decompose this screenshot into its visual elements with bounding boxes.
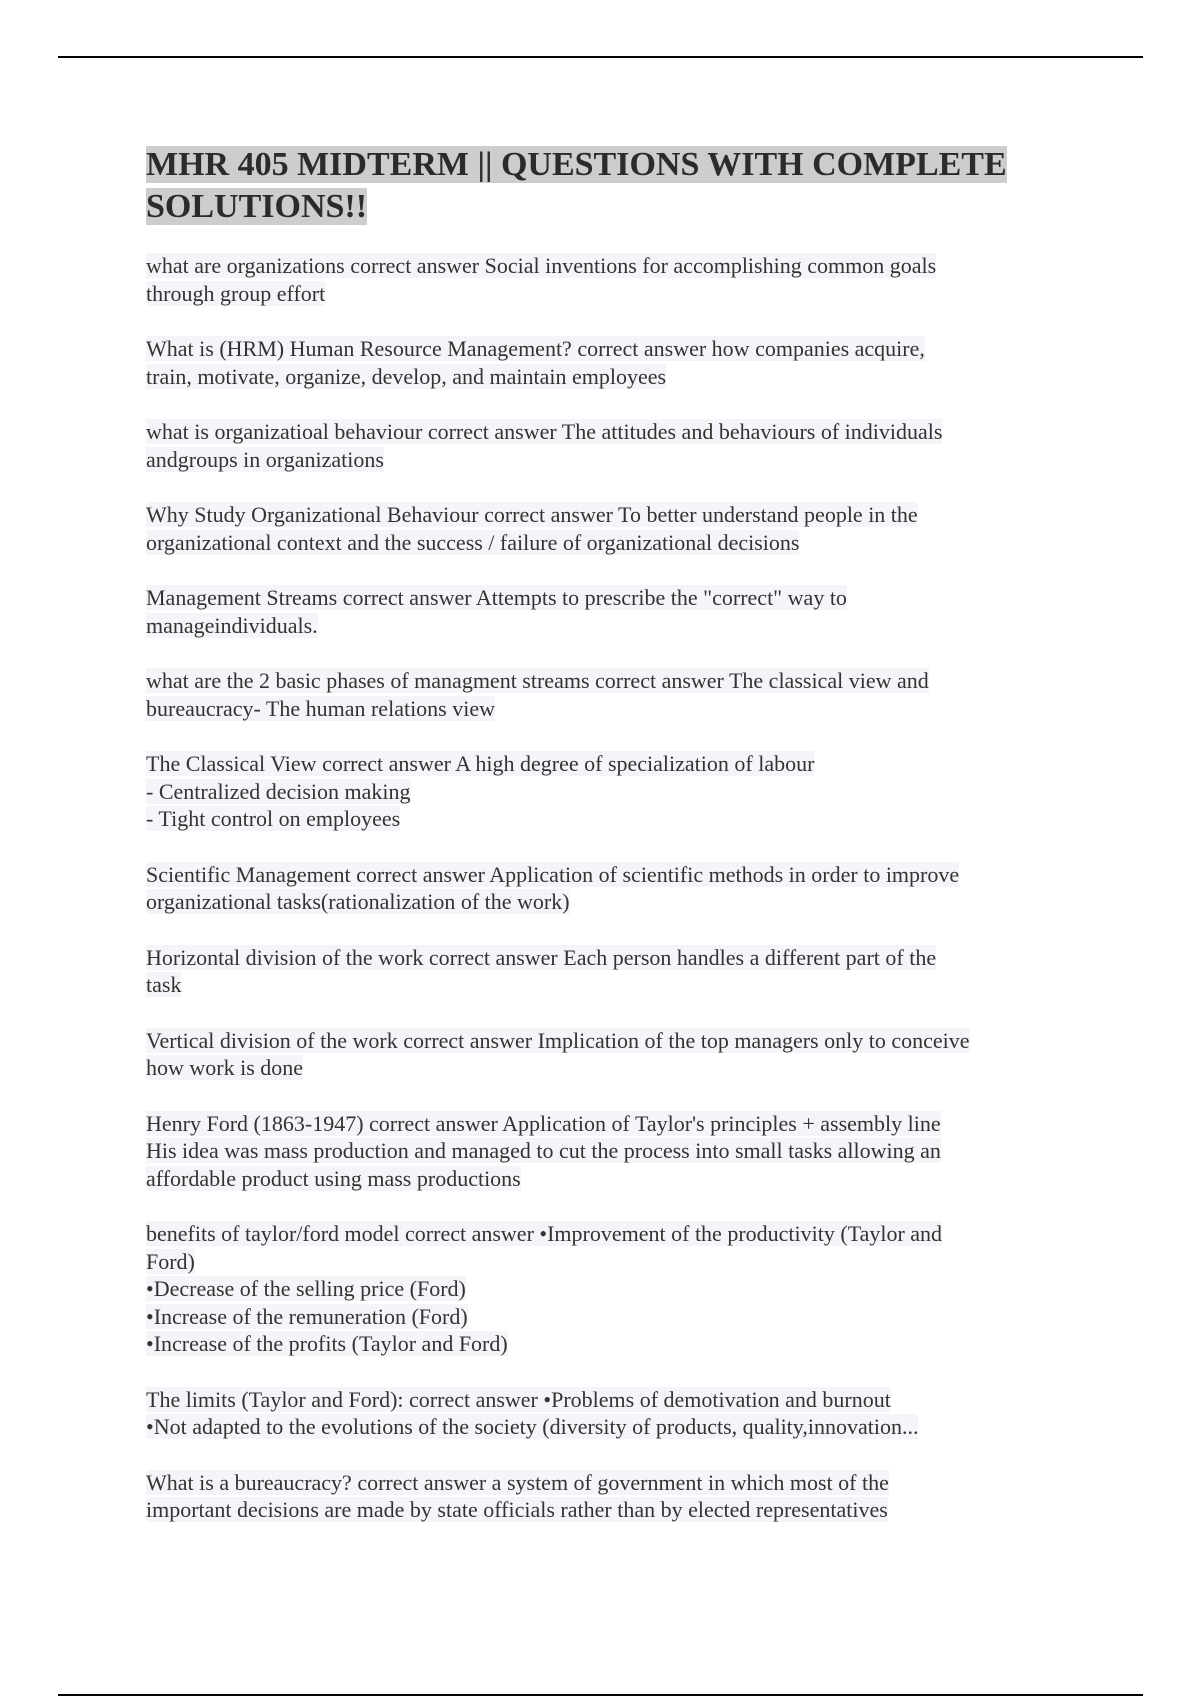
qa-line: what are the 2 basic phases of managment streams correct answer The classical view and bbox=[146, 668, 929, 693]
qa-item bbox=[146, 252, 1066, 307]
qa-line: what are organizations correct answer Social inventions for accomplishing common goals bbox=[146, 253, 937, 278]
qa-line: manageindividuals. bbox=[146, 612, 318, 638]
qa-item bbox=[146, 1220, 1066, 1358]
qa-line: Management Streams correct answer Attempts to prescribe the "correct" way to bbox=[146, 585, 847, 610]
qa-line: Vertical division of the work correct answer Implication of the top managers only to conceive bbox=[146, 1027, 970, 1053]
qa-item bbox=[146, 418, 1066, 473]
qa-list bbox=[146, 252, 1066, 1524]
qa-item bbox=[146, 501, 1066, 556]
qa-item bbox=[146, 335, 1066, 390]
top-rule bbox=[58, 56, 1143, 58]
qa-item bbox=[146, 861, 1066, 916]
qa-line: Why Study Organizational Behaviour correct answer To better understand people in the bbox=[146, 502, 918, 527]
document-title bbox=[146, 144, 1066, 228]
document-body bbox=[146, 144, 1066, 1552]
qa-line: •Increase of the remuneration (Ford) bbox=[146, 1303, 468, 1329]
qa-line: organizational context and the success / failure of organizational decisions bbox=[146, 529, 800, 555]
qa-line: The Classical View correct answer A high degree of specialization of labour bbox=[146, 751, 815, 776]
qa-item bbox=[146, 944, 1066, 999]
qa-line: Horizontal division of the work correct answer Each person handles a different part of the bbox=[146, 944, 937, 970]
qa-line: Ford) bbox=[146, 1248, 195, 1274]
qa-line: benefits of taylor/ford model correct answer •Improvement of the productivity (Taylor and bbox=[146, 1221, 943, 1246]
qa-item bbox=[146, 1027, 1066, 1082]
qa-line: Scientific Management correct answer Application of scientific methods in order to improve bbox=[146, 861, 960, 887]
qa-item bbox=[146, 1110, 1066, 1193]
bottom-rule bbox=[58, 1694, 1143, 1696]
qa-line: •Not adapted to the evolutions of the society (diversity of products, quality,innovation... bbox=[146, 1414, 919, 1439]
qa-line: what is organizatioal behaviour correct answer The attitudes and behaviours of individuals bbox=[146, 419, 943, 444]
qa-line: •Decrease of the selling price (Ford) bbox=[146, 1276, 466, 1301]
qa-line: task bbox=[146, 972, 182, 997]
qa-item bbox=[146, 667, 1066, 722]
qa-line: train, motivate, organize, develop, and maintain employees bbox=[146, 363, 667, 389]
qa-line: bureaucracy- The human relations view bbox=[146, 695, 496, 721]
qa-item bbox=[146, 1386, 1066, 1441]
qa-item bbox=[146, 584, 1066, 639]
qa-line: how work is done bbox=[146, 1055, 304, 1080]
qa-line: - Centralized decision making bbox=[146, 778, 411, 804]
document-title-text: MHR 405 MIDTERM || QUESTIONS WITH COMPLETE SOLUTIONS!! bbox=[146, 146, 1007, 225]
qa-line: through group effort bbox=[146, 280, 326, 306]
qa-line: important decisions are made by state officials rather than by elected representatives bbox=[146, 1497, 888, 1522]
qa-line: organizational tasks(rationalization of the work) bbox=[146, 889, 570, 914]
qa-line: The limits (Taylor and Ford): correct answer •Problems of demotivation and burnout bbox=[146, 1386, 891, 1412]
qa-line: His idea was mass production and managed to cut the process into small tasks allowing an bbox=[146, 1138, 941, 1163]
qa-line: affordable product using mass productions bbox=[146, 1165, 521, 1191]
qa-item bbox=[146, 1469, 1066, 1524]
qa-line: What is a bureaucracy? correct answer a system of government in which most of the bbox=[146, 1469, 889, 1495]
qa-line: Henry Ford (1863-1947) correct answer Application of Taylor's principles + assembly line bbox=[146, 1110, 941, 1136]
qa-line: andgroups in organizations bbox=[146, 446, 384, 472]
qa-line: - Tight control on employees bbox=[146, 806, 401, 831]
qa-line: •Increase of the profits (Taylor and Ford) bbox=[146, 1331, 508, 1356]
qa-item bbox=[146, 750, 1066, 833]
qa-line: What is (HRM) Human Resource Management? correct answer how companies acquire, bbox=[146, 336, 925, 361]
